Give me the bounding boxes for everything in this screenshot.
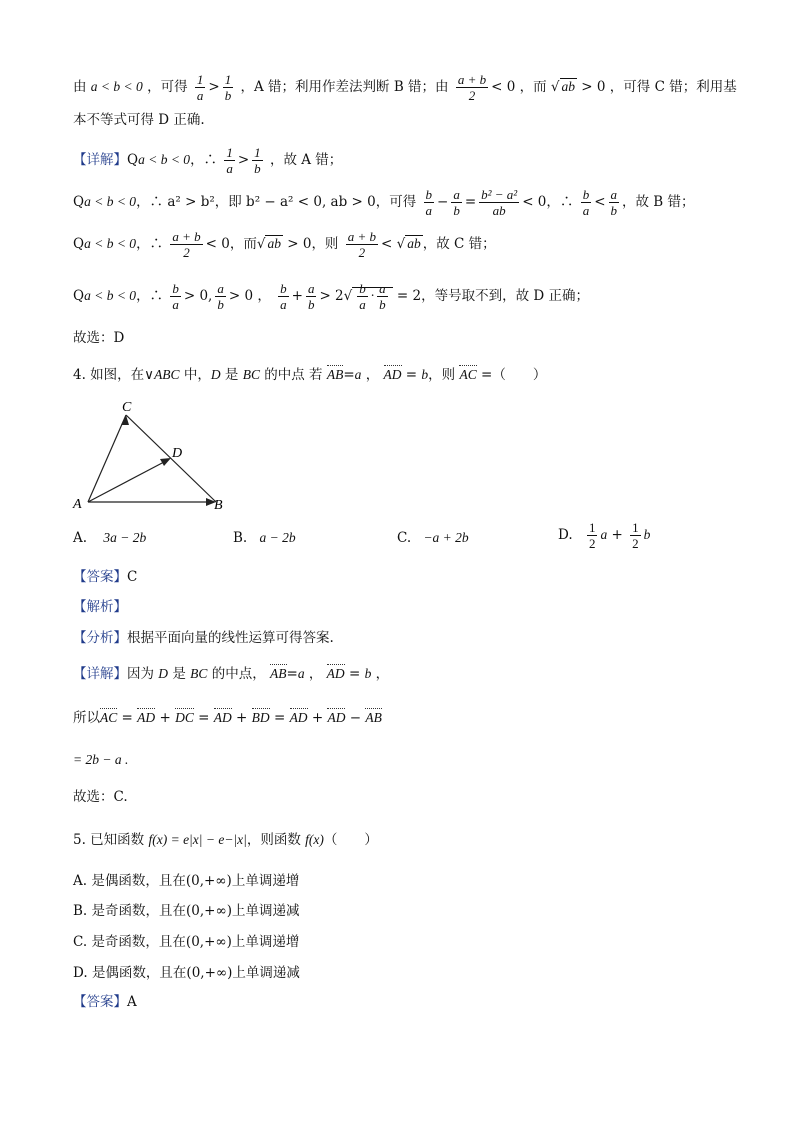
text: ，∴ [546,194,574,210]
text: 的中点， [207,666,266,682]
vector: AB [365,708,382,728]
text: ，而 [519,79,547,95]
q5-answer-line [73,992,137,1012]
text: ，故 A 错； [269,152,343,168]
math: BC [242,367,260,382]
option-label: B. [73,903,88,919]
q4-option-a[interactable] [73,530,146,546]
fraction: $\frac{b}{a}$ [280,281,287,312]
math: D [158,666,169,681]
text: 由 [73,79,87,95]
q4-analysis-tag [73,597,127,617]
vector: AD [327,664,345,684]
fraction: $\frac{b}{a}$ [172,281,179,312]
label-c: C [122,400,132,415]
fraction: $\frac{b}{a}$ [582,187,590,218]
vector-ad [88,462,164,502]
text: ，故 B 错； [622,194,695,210]
intro-line-1: 由 a < b < 0 ，可得 $\frac{1}{a}$ > $\frac{1}{b}$ ，A 错；利用作差法判断 B 错；由 $\frac{a + b}{2}$ < 0 ，而 √ ab > 0 ，可得 C 错；利用基 [73,72,737,103]
arrowhead-d [160,458,171,466]
vector: DC [175,708,194,728]
option-label: D. [73,965,88,981]
math: f(x) [305,832,324,847]
label-a: A [73,497,82,512]
detail-line-2: Qa < b < 0，∴ a² > b²，即 b² − a² < 0, ab > 0，可得 $\frac{b}{a}$ − $\frac{a}{b}$ = $\frac{\text{b² − a²}}{ab}$ < 0，∴ $\frac{b}{a}$ < $\frac{a}{b}$ ，故 B 错； [73,187,695,218]
q5-option-b[interactable] [73,899,300,919]
text: ，则 [311,236,339,252]
math: a < b < 0 [84,194,137,209]
vector: AD [214,708,232,728]
fraction: $\frac{1}{b}$ [224,72,232,103]
fraction: $\frac{a}{b}$ [453,187,460,218]
option-text: −a + 2b [423,530,469,545]
sqrt: ab [407,236,421,251]
text: 【解析】 [73,599,127,615]
detail-label: 【详解】 [73,152,127,168]
q4-option-b[interactable] [233,530,296,546]
side-cb [126,415,216,502]
option-label: B. [233,530,248,546]
answer-value: A [127,994,137,1010]
math: D [210,367,221,382]
side-ac [88,415,126,502]
option-text: 是偶函数，且在(0,+∞)上单调递增 [91,873,300,889]
option-label: C. [73,934,88,950]
fraction: $\frac{a}{b}$ [379,281,386,313]
option-text: 3a − 2b [103,530,147,545]
fraction: $\frac{1}{2}$ [588,520,596,551]
option-text: 是偶函数，且在(0,+∞)上单调递减 [91,965,300,981]
text: ，而 [229,236,257,252]
text: 是 [168,666,191,682]
math: a < b < 0 [84,236,137,251]
vector: AB [270,664,287,684]
answer-tag: 【答案】 [73,994,127,1010]
option-text: 是奇函数，且在(0,+∞)上单调递减 [91,903,300,919]
text: 是 [220,367,243,383]
label-b: B [214,498,223,513]
vector: AD [384,365,402,385]
fraction: $\frac{1}{b}$ [254,145,261,176]
text: 的中点 若 [259,367,323,383]
q4-so-line: 所以AC = AD + DC = AD + BD = AD + AD − AB [73,710,382,726]
vector: AC [100,708,117,728]
detail-line-3: Qa < b < 0，∴ $\frac{a + b}{2}$ < 0，而√ ab > 0，则 $\frac{a + b}{2}$ < √ ab ，故 C 错； [73,229,496,260]
fraction: $\frac{\text{b² − a²}}{ab}$ [481,187,518,218]
option-label: D. [558,527,573,543]
option-label: C. [397,530,412,546]
text: 4. 如图，在∨ [73,367,155,383]
option-text: a − 2b [259,530,296,545]
text: = 2，等号取不到，故 D 正确； [396,288,590,304]
q4-fenxi-line [73,628,334,648]
sqrt: ab [561,79,575,94]
text: 因为 [127,666,159,682]
q4-answer-line [73,567,137,587]
math: BC [190,666,208,681]
fraction: $\frac{a + b}{2}$ [172,229,201,260]
fraction: $\frac{1}{a}$ [226,145,233,176]
fraction: $\frac{1}{a}$ [196,72,204,103]
q4-stem: 4. 如图，在∨ABC 中，D 是 BC 的中点 若 AB=a ， AD = b，则 AC =（ ） [73,367,547,383]
fraction: $\frac{a}{b}$ [217,281,224,312]
text: （ ） [492,367,547,383]
text: ，A 错；利用作差法判断 B 错；由 [240,79,449,95]
fraction: $\frac{a + b}{2}$ [347,229,377,260]
text: 【分析】 [73,630,127,646]
vector: AD [327,708,345,728]
vector: AB [327,365,344,385]
text: 根据平面向量的线性运算可得答案. [127,630,334,646]
vector: BD [252,708,270,728]
math: a < b < 0 [84,288,137,303]
fraction: $\frac{a}{b}$ [610,187,618,218]
triangle-figure [68,395,248,525]
sqrt: $\frac{b}{a}$ · $\frac{a}{b}$ [352,287,392,303]
answer-value: C [127,569,138,585]
math: a < b < 0 [90,79,143,94]
option-text: 是奇函数，且在(0,+∞)上单调递增 [91,934,300,950]
fraction: $\frac{b}{a}$ [425,187,432,218]
text: ，∴ [190,152,218,168]
math: a < b < 0 [138,152,191,167]
vector: AD [137,708,155,728]
fraction: $\frac{b}{a}$ [359,281,366,313]
text: ，可得 C 错；利用基 [609,79,737,95]
q4-option-d[interactable]: D. $\frac{1}{2}$ a + $\frac{1}{2}$ b [558,520,651,551]
q4-result-line: = 2b − a . [73,752,129,767]
label-d: D [172,446,183,461]
text: ，则 [428,367,456,383]
option-label: A. [73,530,88,546]
q4-choose: 故选：C. [73,789,128,805]
answer-tag: 【答案】 [73,569,127,585]
vector: AC [459,365,476,385]
text: ，则函数 [246,832,306,848]
vector: AD [290,708,308,728]
text: （ ） [323,832,378,848]
intro-line-2: 本不等式可得 D 正确. [73,112,205,128]
text: 【详解】 [73,666,127,682]
q3-answer: 故选：D [73,330,125,346]
fraction: $\frac{a + b}{2}$ [457,72,487,103]
text: 所以 [73,710,100,726]
detail-line-4: Qa < b < 0，∴ $\frac{b}{a}$ > 0, $\frac{a}{b}$ > 0 ， $\frac{b}{a}$ + $\frac{a}{b}$ > 2√ $\frac{b}{a}$ · $\frac{a}{b}$ = 2，等号取不到，故 D 正确； [73,281,590,313]
text: ，故 C 错； [422,236,496,252]
q5-option-a[interactable] [73,869,299,889]
text: 中， [179,367,211,383]
q4-detail-line: 【详解】因为 D 是 BC 的中点， AB=a ， AD = b ， [73,666,390,682]
text: 5. 已知函数 [73,832,149,848]
math: ABC [154,367,180,382]
text: ，可得 [147,79,188,95]
math: f(x) = e|x| − e−|x| [148,832,247,847]
q5-stem [73,830,378,850]
q5-option-c[interactable] [73,930,299,950]
sqrt: ab [267,236,281,251]
option-label: A. [73,873,88,889]
q5-option-d[interactable] [73,961,300,981]
text: Q [127,152,139,168]
q4-option-c[interactable] [397,530,469,546]
detail-line-1: 【详解】Qa < b < 0，∴ $\frac{1}{a}$ > $\frac{1}{b}$ ，故 A 错； [73,145,343,176]
text: ，∴ a² > b²，即 b² − a² < 0, ab > 0，可得 [136,194,417,210]
fraction: $\frac{a}{b}$ [307,281,315,312]
fraction: $\frac{1}{2}$ [632,520,639,551]
